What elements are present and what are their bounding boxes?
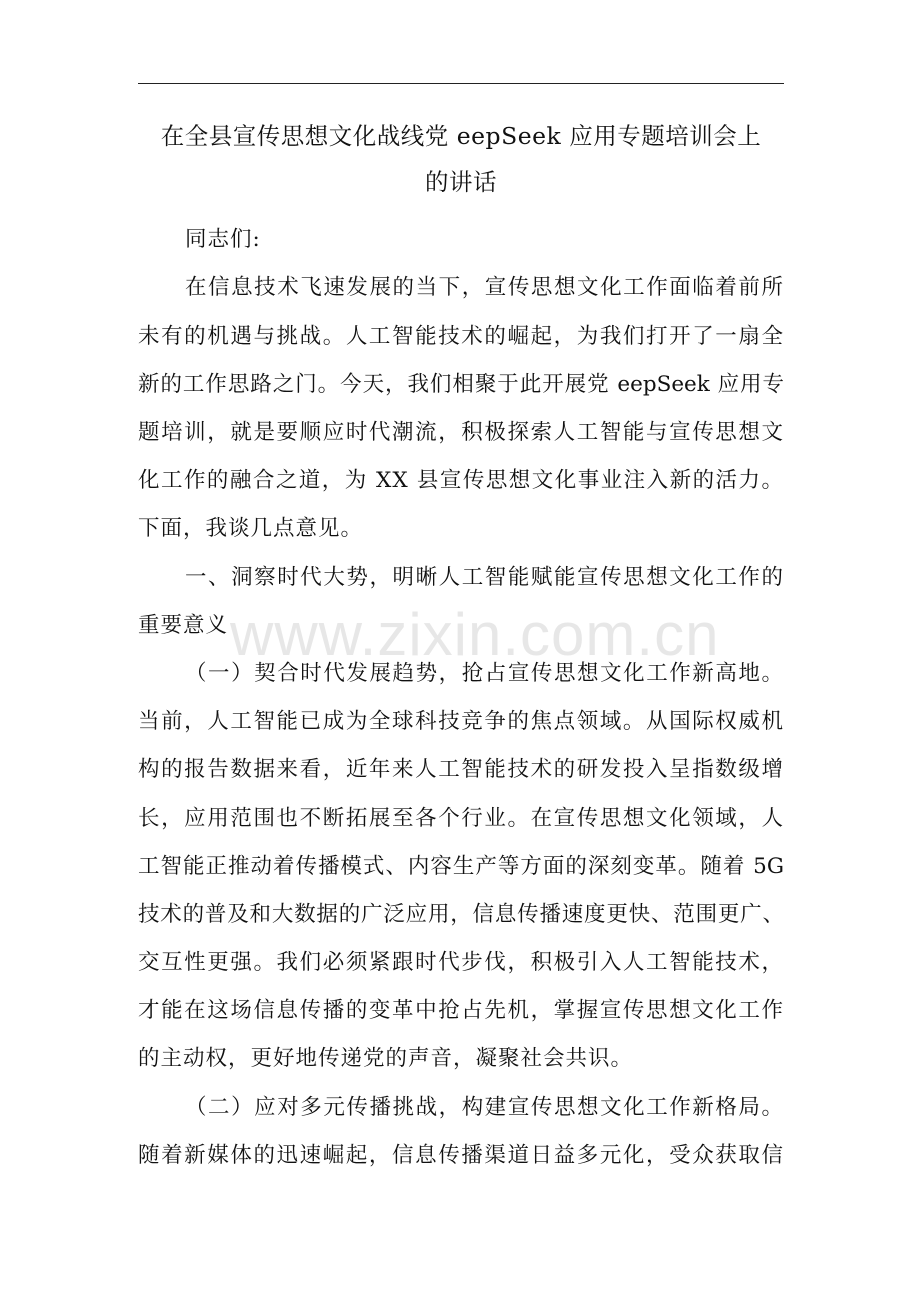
paragraph-line: 在信息技术飞速发展的当下，宣传思想文化工作面临着前所 xyxy=(185,275,784,300)
section-heading-line: 一、洞察时代大势，明晰人工智能赋能宣传思想文化工作的 xyxy=(185,565,784,590)
paragraph-line: 当前，人工智能已成为全球科技竞争的焦点领域。从国际权威机 xyxy=(138,709,784,734)
section-heading-line: 重要意义 xyxy=(138,613,229,638)
paragraph-line: 随着新媒体的迅速崛起，信息传播渠道日益多元化，受众获取信 xyxy=(138,1143,784,1168)
paragraph-line: 未有的机遇与挑战。人工智能技术的崛起，为我们打开了一扇全 xyxy=(138,324,784,349)
paragraph-line: 的主动权，更好地传递党的声音，凝聚社会共识。 xyxy=(138,1046,634,1071)
watermark: www.zixin.com.cn xyxy=(230,601,720,668)
paragraph-line: 下面，我谈几点意见。 xyxy=(138,516,364,541)
paragraph-line: 才能在这场信息传播的变革中抢占先机，掌握宣传思想文化工作 xyxy=(138,998,784,1023)
paragraph-line: 长，应用范围也不断拓展至各个行业。在宣传思想文化领域，人 xyxy=(138,806,784,831)
paragraph-line: （二）应对多元传播挑战，构建宣传思想文化工作新格局。 xyxy=(185,1095,784,1120)
paragraph-line: 构的报告数据来看，近年来人工智能技术的研发投入呈指数级增 xyxy=(138,757,784,782)
title-line: 的讲话 xyxy=(425,168,497,196)
document-title xyxy=(138,113,784,205)
paragraph-line: 题培训，就是要顺应时代潮流，积极探索人工智能与宣传思想文 xyxy=(138,420,784,445)
paragraph-line: 化工作的融合之道，为 XX 县宣传思想文化事业注入新的活力。 xyxy=(138,468,784,493)
paragraph-line: 新的工作思路之门。今天，我们相聚于此开展党 eepSeek 应用专 xyxy=(138,372,784,397)
greeting: 同志们: xyxy=(185,227,261,252)
paragraph-line: 工智能正推动着传播模式、内容生产等方面的深刻变革。随着 5G xyxy=(138,854,784,879)
title-line: 在全县宣传思想文化战线党 eepSeek 应用专题培训会上 xyxy=(160,122,762,150)
header-rule xyxy=(138,83,784,84)
paragraph-line: 技术的普及和大数据的广泛应用，信息传播速度更快、范围更广、 xyxy=(138,902,784,927)
paragraph-line: （一）契合时代发展趋势，抢占宣传思想文化工作新高地。 xyxy=(185,661,784,686)
paragraph-line: 交互性更强。我们必须紧跟时代步伐，积极引入人工智能技术， xyxy=(138,950,784,975)
